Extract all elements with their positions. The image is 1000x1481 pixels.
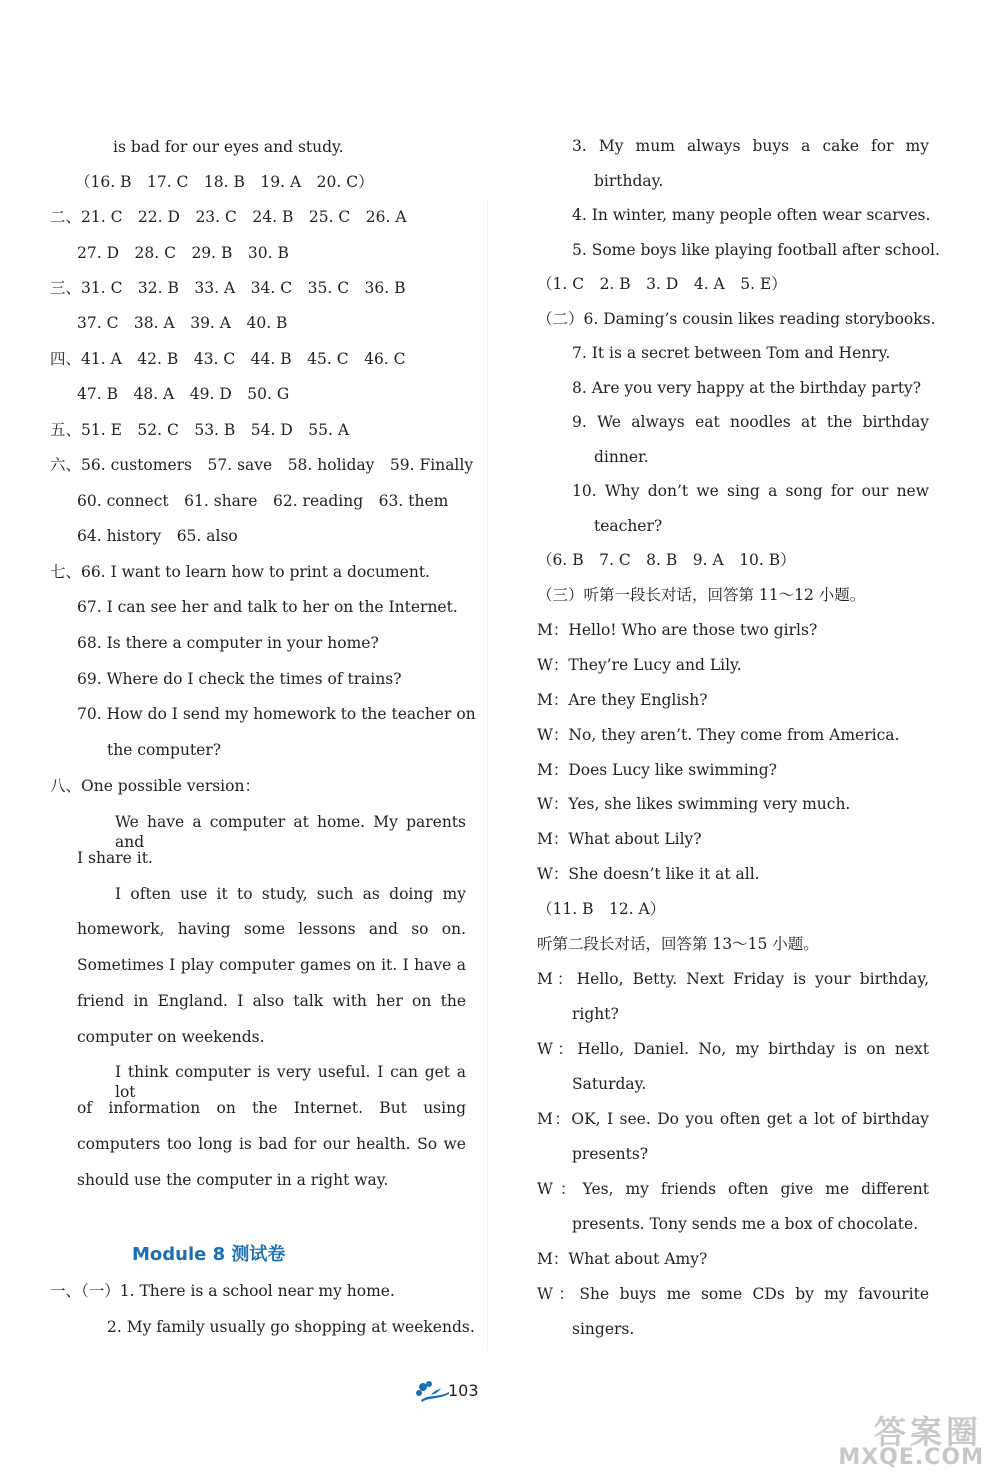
- watermark: [822, 1405, 992, 1475]
- module-heading-cn: 测试卷: [231, 1244, 286, 1265]
- section-title: 八、One possible version：: [50, 777, 260, 795]
- answer-line: 3. My mum always buys a cake for my: [572, 137, 929, 155]
- answer-line: 10. Why don’t we sing a song for our new: [572, 482, 929, 500]
- dialogue-line: W：They’re Lucy and Lily.: [537, 656, 742, 674]
- module-heading: [132, 1240, 285, 1266]
- section-title: （三）听第一段长对话，回答第 11～12 小题。: [537, 586, 866, 604]
- answer-line: 5. Some boys like playing football after school.: [572, 241, 940, 259]
- dialogue-line: right?: [572, 1005, 619, 1023]
- dialogue-line: W：She buys me some CDs by my favourite: [537, 1285, 929, 1303]
- answer-line: 2. My family usually go shopping at weekends.: [107, 1318, 475, 1336]
- section-title: 听第二段长对话，回答第 13～15 小题。: [537, 935, 819, 953]
- answer-line: 70. How do I send my homework to the teacher on: [77, 705, 476, 723]
- essay-line: friend in England. I also talk with her on the: [77, 992, 466, 1010]
- dialogue-line: M：Hello, Betty. Next Friday is your birthday,: [537, 970, 929, 988]
- watermark-url: MXQE.COM: [838, 1445, 984, 1470]
- dialogue-line: W：She doesn’t like it at all.: [537, 865, 760, 883]
- essay-line: of information on the Internet. But using: [77, 1099, 466, 1117]
- essay-line: computer on weekends.: [77, 1028, 265, 1046]
- answer-line: 69. Where do I check the times of trains?: [77, 670, 402, 688]
- essay-line: We have a computer at home. My parents and: [115, 813, 466, 851]
- dialogue-line: M：Are they English?: [537, 691, 708, 709]
- dialogue-line: W：No, they aren’t. They come from America.: [537, 726, 900, 744]
- dialogue-line: M：Does Lucy like swimming?: [537, 761, 777, 779]
- dialogue-line: M：What about Amy?: [537, 1250, 708, 1268]
- answer-line: 68. Is there a computer in your home?: [77, 634, 379, 652]
- answer-line: 五、51. E 52. C 53. B 54. D 55. A: [50, 421, 350, 439]
- answer-line: （二）6. Daming’s cousin likes reading storybooks.: [537, 310, 936, 328]
- answer-line: 60. connect 61. share 62. reading 63. them: [77, 492, 449, 510]
- answer-line: 7. It is a secret between Tom and Henry.: [572, 344, 891, 362]
- dialogue-line: W：Yes, my friends often give me different: [537, 1180, 929, 1198]
- answer-line: 67. I can see her and talk to her on the Internet.: [77, 598, 458, 616]
- module-heading-en: Module 8: [132, 1244, 232, 1265]
- column-divider: [487, 200, 488, 1350]
- answer-line: 27. D 28. C 29. B 30. B: [77, 244, 289, 262]
- essay-line: I often use it to study, such as doing my: [115, 885, 466, 903]
- answer-line: the computer?: [107, 741, 222, 759]
- answer-line: birthday.: [594, 172, 664, 190]
- answer-line: （1. C 2. B 3. D 4. A 5. E）: [537, 275, 787, 293]
- answer-line: 二、21. C 22. D 23. C 24. B 25. C 26. A: [50, 208, 407, 226]
- dialogue-line: M：OK, I see. Do you often get a lot of birthday: [537, 1110, 929, 1128]
- answer-line: 六、56. customers 57. save 58. holiday 59. Finally: [50, 456, 474, 474]
- page-number: 103: [448, 1381, 479, 1400]
- dialogue-line: presents?: [572, 1145, 649, 1163]
- answer-line: teacher?: [594, 517, 663, 535]
- dialogue-line: M：What about Lily?: [537, 830, 702, 848]
- answer-line: 47. B 48. A 49. D 50. G: [77, 385, 290, 403]
- essay-line: I share it.: [77, 849, 153, 867]
- answer-line: 64. history 65. also: [77, 527, 238, 545]
- dialogue-line: W：Yes, she likes swimming very much.: [537, 795, 851, 813]
- flower-ornament-icon: [415, 1378, 451, 1406]
- answer-line: 4. In winter, many people often wear scarves.: [572, 206, 931, 224]
- essay-line: homework, having some lessons and so on.: [77, 920, 466, 938]
- essay-line: Sometimes I play computer games on it. I have a: [77, 956, 466, 974]
- answer-line: 一、（一）1. There is a school near my home.: [50, 1282, 395, 1300]
- answer-line: 8. Are you very happy at the birthday party?: [572, 379, 922, 397]
- watermark-logo-text: 答案圈: [873, 1413, 982, 1451]
- answer-line: （16. B 17. C 18. B 19. A 20. C）: [75, 173, 374, 191]
- answer-line: 9. We always eat noodles at the birthday: [572, 413, 929, 431]
- answer-line: 七、66. I want to learn how to print a document.: [50, 563, 430, 581]
- essay-line: I think computer is very useful. I can get a lot: [115, 1063, 466, 1101]
- dialogue-line: Saturday.: [572, 1075, 647, 1093]
- answer-line: （6. B 7. C 8. B 9. A 10. B）: [537, 551, 796, 569]
- text-line: is bad for our eyes and study.: [113, 138, 344, 156]
- answer-line: 37. C 38. A 39. A 40. B: [77, 314, 288, 332]
- dialogue-line: M：Hello! Who are those two girls?: [537, 621, 818, 639]
- answer-line: 三、31. C 32. B 33. A 34. C 35. C 36. B: [50, 279, 406, 297]
- essay-line: computers too long is bad for our health. So we: [77, 1135, 466, 1153]
- answer-line: dinner.: [594, 448, 649, 466]
- essay-line: should use the computer in a right way.: [77, 1171, 389, 1189]
- dialogue-line: presents. Tony sends me a box of chocolate.: [572, 1215, 919, 1233]
- answer-line: （11. B 12. A）: [537, 900, 666, 918]
- dialogue-line: W：Hello, Daniel. No, my birthday is on next: [537, 1040, 929, 1058]
- dialogue-line: singers.: [572, 1320, 635, 1338]
- answer-line: 四、41. A 42. B 43. C 44. B 45. C 46. C: [50, 350, 406, 368]
